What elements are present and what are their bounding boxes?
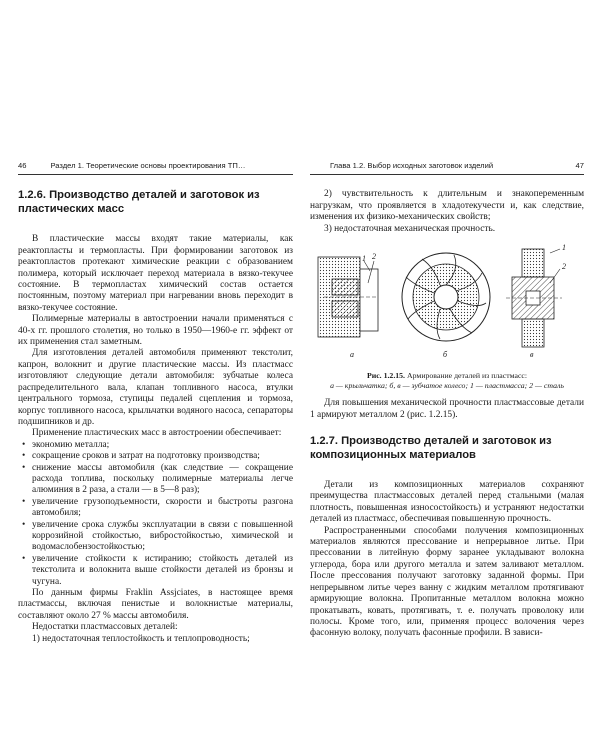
paragraph: Недостатки пластмассовых деталей:	[32, 622, 178, 633]
callout-number: 1	[562, 243, 566, 253]
advantages-list	[18, 440, 293, 588]
caption-title: Рис. 1.2.15.	[366, 371, 406, 381]
callout-number: 2	[372, 252, 376, 262]
list-item: • снижение массы автомобиля (как следствие — сокращение расхода топлива, поскольку полимерные материалы легче алюминия в 2 раза, а стали — в 5—8 раз);	[32, 463, 293, 497]
impeller-section-drawing	[318, 257, 378, 337]
list-item: • увеличение стойкости к истиранию; стойкость деталей из текстолита и волокнита выше стойкости деталей из бронзы и чугуна.	[32, 554, 293, 588]
page-number: 46	[18, 161, 27, 170]
figure-reinforced-parts	[310, 239, 584, 367]
paragraph: Распространенными способами получения композиционных материалов являются прессование и непрерывное литье. При прессовании в литейную форму заранее укладывают волокна углерода, бора или другого металла и затем заливают металлом. После прессования получают заготовку заданной формы. При непрерывном литье через ванну с жидким металлом протягивают армирующие волокна. Пропитанные металлом волокна можно прокатывать, ковать, протягивать, т. е. получать проволоку или полосы. Кроме того, или, применяя процесс волочения через фасонную волоку, получать фасонные профили. В зависи-	[310, 525, 584, 639]
section-heading: 1.2.6. Производство деталей и заготовок из пластических масс	[18, 189, 260, 215]
list-item: • увеличение срока службы эксплуатации в связи с повышенной коррозийной стойкостью, вибростойкостью, химической и водомаслобензостойкостью;	[32, 520, 293, 554]
paragraph: Для повышения механической прочности пластмассовые детали 1 армируют металлом 2 (рис. 1.2.15).	[310, 398, 584, 420]
running-head	[18, 160, 293, 175]
paragraph: 2) чувствительность к длительным и знакопеременным нагрузкам, что проявляется в хладотекучести и, как следствие, изменения их физико-механических свойств;	[310, 189, 584, 223]
right-page	[310, 160, 584, 640]
callout-number: 2	[562, 262, 566, 272]
page-number: 47	[575, 161, 584, 170]
running-title: Раздел 1. Теоретические основы проектирования ТП…	[50, 161, 246, 170]
figure-label-b: б	[443, 350, 448, 360]
gear-face-drawing	[402, 253, 490, 341]
running-head	[310, 160, 584, 175]
paragraph: Для изготовления деталей автомобиля применяют текстолит, капрон, волокнит и другие пластические массы. Из пластмасс изготовляют следующие детали автомобиля: зубчатые колеса распределительного вала, клапан топливного насоса, втулки центрального тормоза, ступицы педалей сцепления и тормоза, корпус топливного насоса, крыльчатки водяного насоса, сепараторы подшипников и др.	[18, 348, 293, 427]
list-item: • сокращение сроков и затрат на подготовку производства;	[32, 451, 293, 462]
left-page	[18, 160, 293, 645]
paragraph: 1) недостаточная теплостойкость и теплопроводность;	[32, 633, 250, 644]
paragraph: Детали из композиционных материалов сохраняют преимущества пластмассовых деталей перед стальными (малая плотность, повышенная износостойкость) и устраняют недостатки деталей из пластмасс, обеспечивая повышенную прочность.	[310, 480, 584, 525]
section-heading: 1.2.7. Производство деталей и заготовок из композиционных материалов	[310, 435, 552, 461]
gear-section-drawing	[506, 249, 562, 347]
paragraph: Применение пластических масс в автостроении обеспечивает:	[32, 428, 282, 439]
figure-caption	[310, 371, 584, 390]
figure-label-a: а	[350, 350, 354, 360]
paragraph: Полимерные материалы в автостроении начали применяться с 40-х гг. прошлого столетия, но только в 1950—1960-е гг. эффект от их применения стал заметным.	[18, 314, 293, 348]
running-title: Глава 1.2. Выбор исходных заготовок изделий	[330, 161, 494, 170]
paragraph: 3) недостаточная механическая прочность.	[324, 223, 496, 234]
caption-legend: а — крыльчатка; б, в — зубчатое колесо; 1 — пластмасса; 2 — сталь	[330, 380, 564, 390]
figure-drawing	[310, 239, 584, 367]
figure-label-c: в	[530, 350, 534, 360]
callout-number: 1	[362, 254, 366, 264]
list-item: • увеличение грузоподъемности, скорости и быстроты разгона автомобиля;	[32, 497, 293, 520]
list-item: • экономию металла;	[32, 440, 293, 451]
caption-text: Армирование деталей из пластмасс:	[406, 371, 528, 381]
paragraph: По данным фирмы Fraklin Assjciates, в настоящее время пластмассы, включая пенистые и волокнистые материалы, составляют около 27 % массы автомобиля.	[18, 588, 293, 621]
paragraph: В пластические массы входят такие материалы, как реактопласты и термопласты. При формировании заготовок из реактопластов протекают химические реакции с образованием полимера, который исключает переход материала в вязко-текучее состояние. В термопластах химический состав остается постоянным, поэтому материал при нагревании вновь переходит в вязко-текучее состояние.	[18, 234, 293, 313]
